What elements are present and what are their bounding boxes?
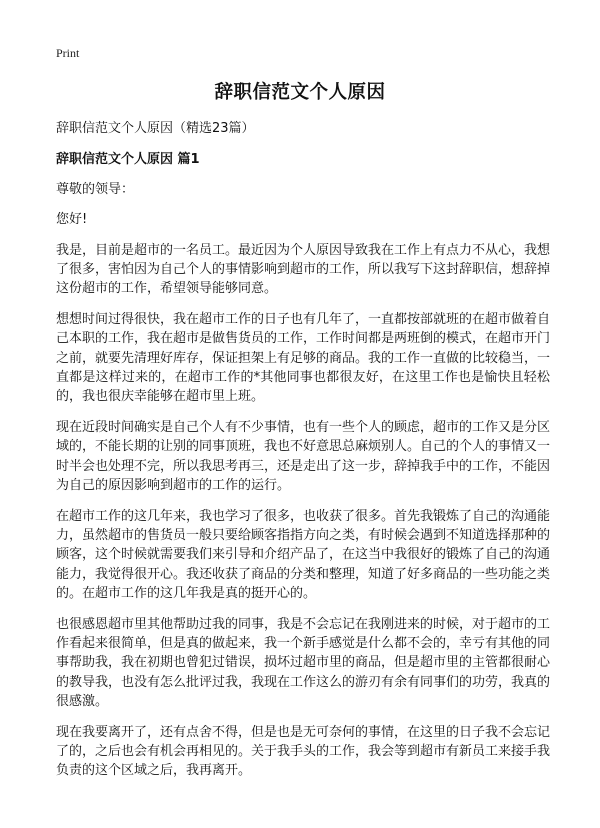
paragraph: 在超市工作的这几年来，我也学习了很多，也收获了很多。首先我锻炼了自己的沟通能力，虽然超市的售货员一般只要给顾客指指方向之类，有时候会遇到不知道选择那种的顾客，这个时候就需要我们来引导和介绍产品了，在这当中我很好的锻炼了自己的沟通能力，我觉得很开心。我还收获了商品的分类和整理，知道了好多商品的一些功能之类的。在超市工作的这几年我是真的挺开心的。 <box>56 508 551 601</box>
document-title: 辞职信范文个人原因 <box>214 82 386 103</box>
paragraph: 现在我要离开了，还有点舍不得，但是也是无可奈何的事情，在这里的日子我不会忘记了的，之后也会有机会再相见的。关于我手头的工作，我会等到超市有新员工来接手我负责的这个区域之后，我再离开。 <box>56 724 551 779</box>
greeting: 您好! <box>56 212 88 228</box>
paragraph: 想想时间过得很快，我在超市工作的日子也有几年了，一直都按部就班的在超市做着自己本职的工作，我在超市是做售货员的工作，工作时间都是两班倒的模式，在超市开门之前，就要先清理好库存，保证担架上有足够的商品。我的工作一直做的比较稳当，一直都是这样过来的，在超市工作的*其他同事也都很友好，在这里工作也是愉快且轻松的，我也很庆幸能够在超市里上班。 <box>56 311 551 405</box>
paragraph: 我是，目前是超市的一名员工。最近因为个人原因导致我在工作上有点力不从心，我想了很多，害怕因为自己个人的事情影响到超市的工作，所以我写下这封辞职信，想辞掉这份超市的工作，希望领导能够同意。 <box>56 242 551 297</box>
salutation: 尊敬的领导： <box>56 182 135 197</box>
document-subtitle: 辞职信范文个人原因（精选23篇） <box>56 121 255 136</box>
paragraph: 现在近段时间确实是自己个人有不少事情，也有一些个人的顾虑，超市的工作又是分区域的，不能长期的让别的同事顶班，我也不好意思总麻烦别人。自己的个人的事情又一时半会也处理不完，所以我思考再三，还是走出了这一步，辞掉我手中的工作，不能因为自己的原因影响到超市的工作的运行。 <box>56 419 551 493</box>
section-heading: 辞职信范文个人原因 篇1 <box>56 152 200 167</box>
print-link[interactable]: Print <box>56 46 80 60</box>
document-body <box>56 120 550 792</box>
paragraph: 也很感恩超市里其他帮助过我的同事，我是不会忘记在我刚进来的时候，对于超市的工作看起来很简单，但是真的做起来，我一个新手感觉是什么都不会的，幸亏有其他的同事帮助我，我在初期也曾犯过错误，损坏过超市里的商品，但是超市里的主管都很耐心的教导我，也没有怎么批评过我，我现在工作这么的游刃有余有同事们的功劳，我真的很感激。 <box>56 616 551 709</box>
